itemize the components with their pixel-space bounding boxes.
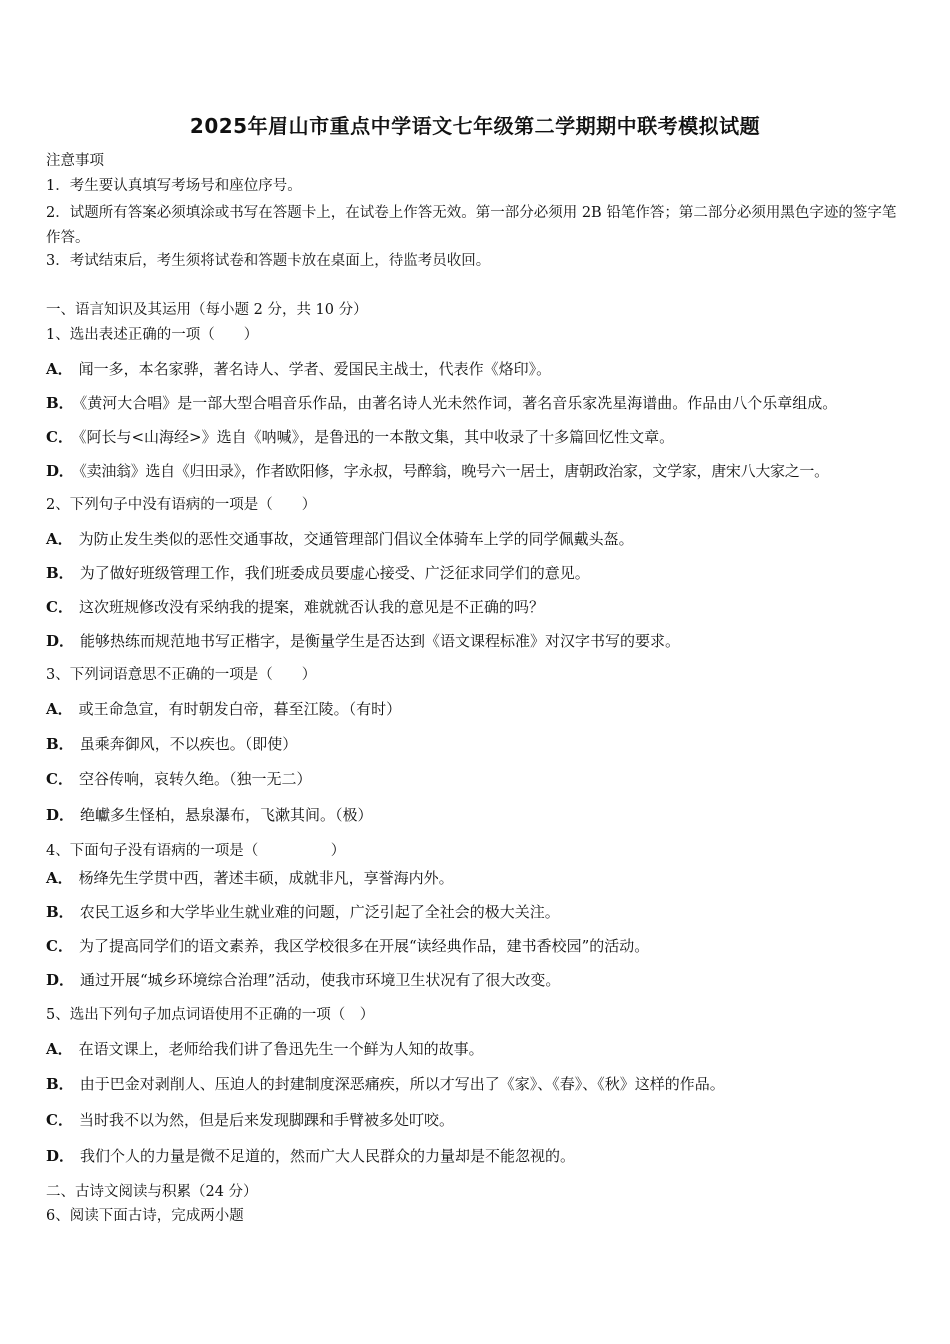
q3-option-d: D． 绝巘多生怪柏，悬泉瀑布，飞漱其间。（极） [46, 806, 373, 824]
q2-option-b: B． 为了做好班级管理工作，我们班委成员要虚心接受、广泛征求同学们的意见。 [46, 564, 590, 582]
notice-item-1: 1．考生要认真填写考场号和座位序号。 [46, 178, 302, 194]
q2-option-c: C． 这次班规修改没有采纳我的提案，难就就否认我的意见是不正确的吗？ [46, 598, 544, 616]
q3-option-a: A． 或王命急宣，有时朝发白帝，暮至江陵。（有时） [46, 700, 402, 718]
q3-option-c: C． 空谷传响，哀转久绝。（独一无二） [46, 770, 312, 788]
q1-option-c: C． 《阿长与<山海经>》选自《呐喊》，是鲁迅的一本散文集，其中收录了十多篇回忆性文章。 [46, 428, 675, 446]
q1-option-a: A． 闻一多，本名家骅，著名诗人、学者、爱国民主战士，代表作《烙印》。 [46, 360, 552, 378]
q4-option-d: D． 通过开展“城乡环境综合治理”活动，使我市环境卫生状况有了很大改变。 [46, 971, 561, 989]
notice-item-2: 2．试题所有答案必须填涂或书写在答题卡上，在试卷上作答无效。第一部分必须用 2B 铅笔作答；第二部分必须用黑色字迹的签字笔作答。 [46, 205, 897, 246]
question-2-stem: 2、下列句子中没有语病的一项是（ ） [46, 497, 317, 513]
q1-option-d: D． 《卖油翁》选自《归田录》，作者欧阳修，字永叔，号醉翁，晚号六一居士，唐朝政治家，文学家，唐宋八大家之一。 [46, 462, 829, 480]
q4-option-b: B． 农民工返乡和大学毕业生就业难的问题，广泛引起了全社会的极大关注。 [46, 903, 560, 921]
question-4-stem: 4、下面句子没有语病的一项是（ ） [46, 843, 346, 859]
section2-heading: 二、古诗文阅读与积累（24 分） [46, 1184, 258, 1200]
q5-option-a: A． 在语文课上，老师给我们讲了鲁迅先生一个鲜为人知的故事。 [46, 1040, 484, 1058]
question-1-stem: 1、选出表述正确的一项（ ） [46, 327, 259, 343]
q3-option-b: B． 虽乘奔御风，不以疾也。（即使） [46, 735, 298, 753]
question-3-stem: 3、下列词语意思不正确的一项是（ ） [46, 667, 317, 683]
q4-option-a: A． 杨绛先生学贯中西，著述丰硕，成就非凡，享誉海内外。 [46, 869, 454, 887]
q5-option-c: C． 当时我不以为然，但是后来发现脚踝和手臂被多处叮咬。 [46, 1111, 454, 1129]
notice-item-3: 3．考试结束后，考生须将试卷和答题卡放在桌面上，待监考员收回。 [46, 253, 491, 269]
q1-option-b: B． 《黄河大合唱》是一部大型合唱音乐作品，由著名诗人光未然作词，著名音乐家冼星海谱曲。作品由八个乐章组成。 [46, 394, 838, 412]
section1-heading: 一、语言知识及其运用（每小题 2 分，共 10 分） [46, 302, 368, 318]
q2-option-a: A． 为防止发生类似的恶性交通事故，交通管理部门倡议全体骑车上学的同学佩戴头盔。 [46, 530, 634, 548]
q2-option-d: D． 能够热练而规范地书写正楷字，是衡量学生是否达到《语文课程标准》对汉字书写的要求。 [46, 632, 681, 650]
q4-option-c: C． 为了提高同学们的语文素养，我区学校很多在开展“读经典作品，建书香校园”的活动。 [46, 937, 650, 955]
page-title: 2025年眉山市重点中学语文七年级第二学期期中联考模拟试题 [189, 114, 761, 138]
question-6-stem: 6、阅读下面古诗，完成两小题 [46, 1208, 244, 1224]
q5-option-b: B． 由于巴金对剥削人、压迫人的封建制度深恶痛疾，所以才写出了《家》、《春》、《秋》这样的作品。 [46, 1075, 725, 1093]
notice-heading: 注意事项 [46, 153, 104, 169]
q5-option-d: D． 我们个人的力量是微不足道的，然而广大人民群众的力量却是不能忽视的。 [46, 1147, 576, 1165]
question-5-stem: 5、选出下列句子加点词语使用不正确的一项（ ） [46, 1007, 375, 1023]
